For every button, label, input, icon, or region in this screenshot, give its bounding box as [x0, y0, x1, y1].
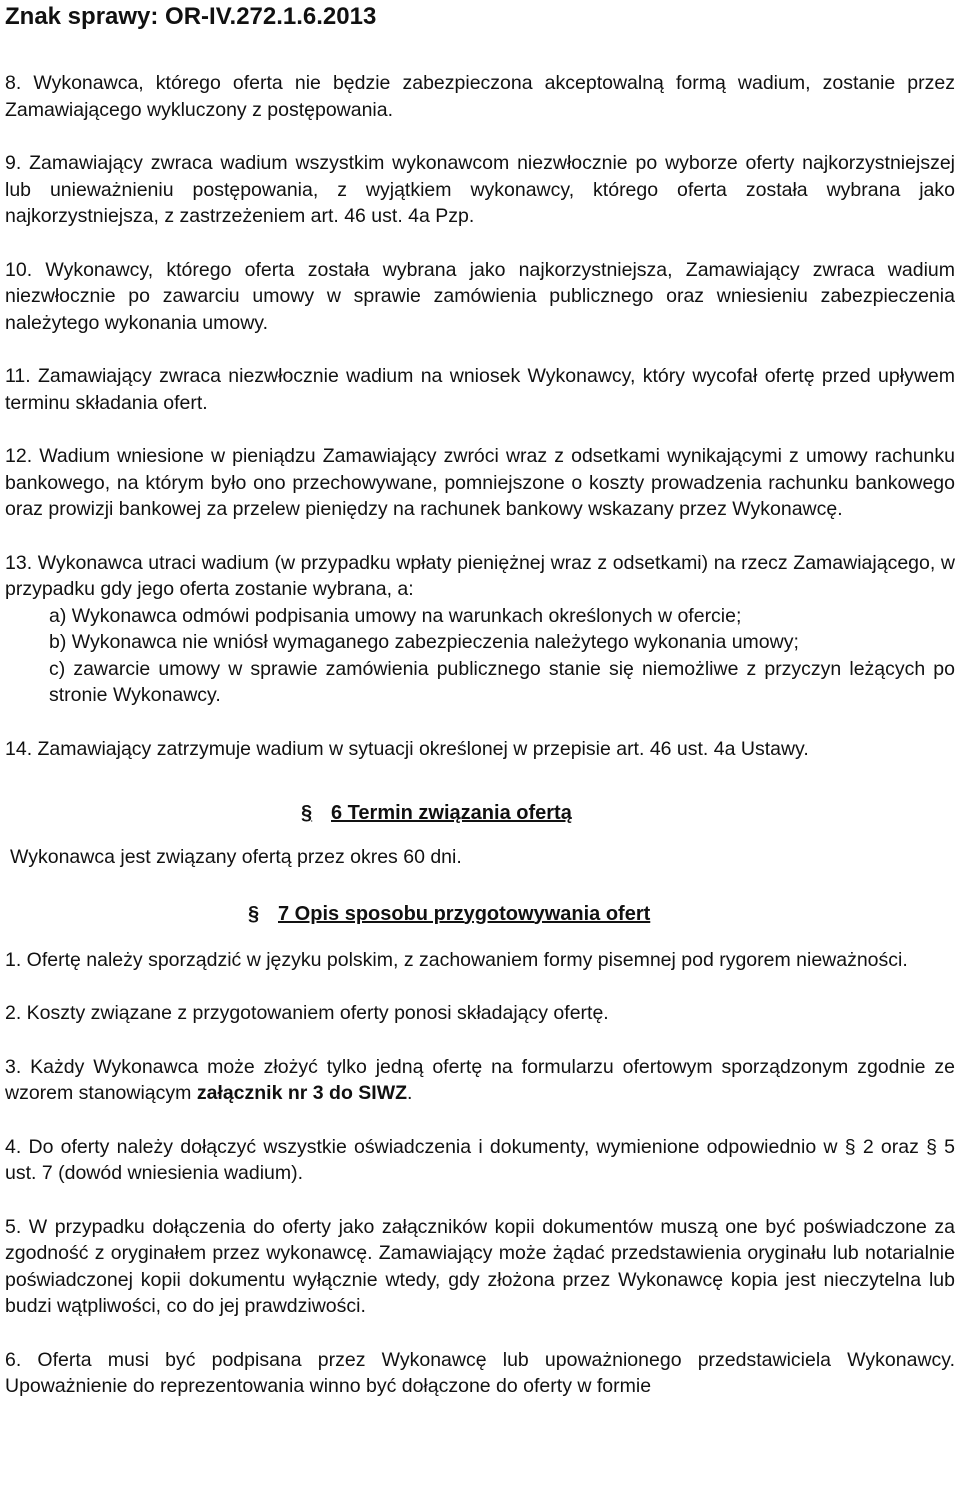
section-7-paragraph-3 — [5, 1054, 955, 1107]
paragraph-11: 11. Zamawiający zwraca niezwłocznie wadium na wniosek Wykonawcy, który wycofał ofertę przed upływem terminu składania ofert. — [5, 365, 955, 414]
section-7-paragraph-5: 5. W przypadku dołączenia do oferty jako załączników kopii dokumentów muszą one być poświadczone za zgodność z oryginałem przez wykonawcę. Zamawiający może żądać przedstawienia oryginału lub notarialnie poświadczonej kopii dokumentu wyłącznie wtedy, gdy złożona przez Wykonawcę kopia jest nieczytelna lub budzi wątpliwości, co do jej prawdziwości. — [5, 1215, 955, 1317]
section-6-heading — [5, 800, 955, 826]
paragraph-14: 14. Zamawiający zatrzymuje wadium w sytuacji określonej w przepisie art. 46 ust. 4a Ustawy. — [5, 737, 809, 760]
paragraph-10: 10. Wykonawcy, którego oferta została wybrana jako najkorzystniejsza, Zamawiający zwraca wadium niezwłocznie po zawarciu umowy w sprawie zamówienia publicznego oraz wniesieniu zabezpieczenia należytego wykonania umowy. — [5, 258, 955, 334]
section-6-text: Wykonawca jest związany ofertą przez okres 60 dni. — [10, 846, 462, 868]
section-7-title: 7 Opis sposobu przygotowywania ofert — [278, 902, 651, 925]
section-7-heading — [5, 901, 955, 927]
paragraph-8: 8. Wykonawca, którego oferta nie będzie zabezpieczona akceptowalną formą wadium, zostanie przez Zamawiającego wykluczony z postępowania. — [5, 72, 955, 121]
section-7-paragraph-3-end: . — [407, 1082, 413, 1104]
section-7-paragraph-6: 6. Oferta musi być podpisana przez Wykonawcę lub upoważnionego przedstawiciela Wykonawcy. Upoważnienie do reprezentowania winno być dołączone do oferty w formie — [5, 1348, 955, 1397]
paragraph-13-item-c: c) zawarcie umowy w sprawie zamówienia publicznego stanie się niemożliwe z przyczyn leżących po stronie Wykonawcy. — [49, 657, 955, 706]
section-7-paragraph-3-text: 3. Każdy Wykonawca może złożyć tylko jedną ofertę na formularzu ofertowym sporządzonym zgodnie ze wzorem stanowiącym — [5, 1055, 955, 1104]
section-7-paragraph-4: 4. Do oferty należy dołączyć wszystkie oświadczenia i dokumenty, wymienione odpowiednio w § 2 oraz § 5 ust. 7 (dowód wniesienia wadium). — [5, 1135, 955, 1184]
section-7-paragraph-2: 2. Koszty związane z przygotowaniem oferty ponosi składający ofertę. — [5, 1002, 609, 1024]
paragraph-13-item-b: b) Wykonawca nie wniósł wymaganego zabezpieczenia należytego wykonania umowy; — [49, 631, 799, 653]
section-symbol: § — [248, 902, 260, 925]
paragraph-13-item-a: a) Wykonawca odmówi podpisania umowy na warunkach określonych w ofercie; — [49, 604, 742, 627]
section-7-paragraph-3-bold: załącznik nr 3 do SIWZ — [196, 1082, 408, 1104]
paragraph-13: 13. Wykonawca utraci wadium (w przypadku wpłaty pieniężnej wraz z odsetkami) na rzecz Zamawiającego, w przypadku gdy jego oferta zostanie wybrana, a: — [5, 551, 955, 600]
paragraph-9: 9. Zamawiający zwraca wadium wszystkim wykonawcom niezwłocznie po wyborze oferty najkorzystniejszej lub unieważnieniu postępowania, z wyjątkiem wykonawcy, którego oferta została wybrana jako najkorzystniejsza, z zastrzeżeniem art. 46 ust. 4a Pzp. — [5, 152, 955, 227]
paragraph-12: 12. Wadium wniesione w pieniądzu Zamawiający zwróci wraz z odsetkami wynikającymi z umowy rachunku bankowego, na którym było ono przechowywane, pomniejszone o koszty prowadzenia rachunku bankowego oraz prowizji bankowej za przelew pieniędzy na rachunek bankowy wskazany przez Wykonawcę. — [5, 445, 955, 520]
case-number-header: Znak sprawy: OR-IV.272.1.6.2013 — [5, 3, 377, 30]
section-7-paragraph-1: 1. Ofertę należy sporządzić w języku polskim, z zachowaniem formy pisemnej pod rygorem nieważności. — [5, 948, 908, 971]
section-symbol: § — [301, 802, 313, 824]
section-6-title: 6 Termin związania ofertą — [331, 802, 572, 824]
document-page — [5, 0, 955, 1400]
